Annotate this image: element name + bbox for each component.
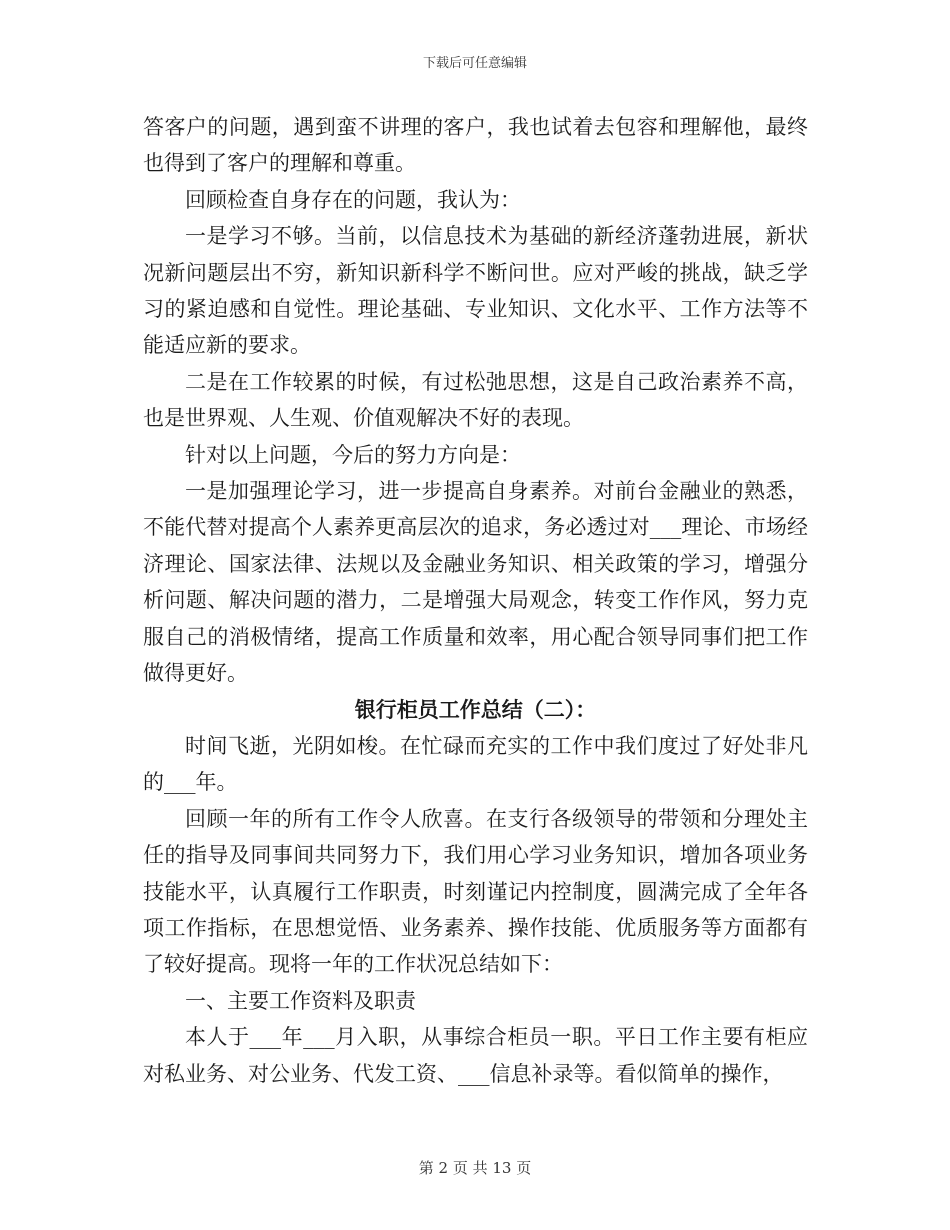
paragraph: 时间飞逝，光阴如梭。在忙碌而充实的工作中我们度过了好处非凡的___年。 [143, 733, 808, 795]
page-number: 第 2 页 共 13 页 [418, 1159, 532, 1177]
paragraph: 本人于___年___月入职，从事综合柜员一职。平日工作主要有柜应对私业务、对公业务、代发工资、___信息补录等。看似简单的操作， [143, 1025, 808, 1086]
paragraph: 回顾检查自身存在的问题，我认为： [185, 187, 521, 212]
paragraph: 针对以上问题，今后的努力方向是： [185, 442, 521, 467]
paragraph: 回顾一年的所有工作令人欣喜。在支行各级领导的带领和分理处主任的指导及同事间共同努力下，我们用心学习业务知识，增加各项业务技能水平，认真履行工作职责，时刻谨记内控制度，圆满完成了全年各项工作指标，在思想觉悟、业务素养、操作技能、优质服务等方面都有了较好提高。现将一年的工作状况总结如下： [143, 806, 808, 977]
paragraph: 一、主要工作资料及职责 [185, 988, 416, 1013]
page-header-note: 下载后可任意编辑 [422, 56, 527, 71]
document-body [143, 109, 808, 1092]
paragraph: 二是在工作较累的时候，有过松弛思想，这是自己政治素养不高，也是世界观、人生观、价值观解决不好的表现。 [143, 369, 808, 431]
paragraph: 一是学习不够。当前，以信息技术为基础的新经济蓬勃进展，新状况新问题层出不穷，新知识新科学不断问世。应对严峻的挑战，缺乏学习的紧迫感和自觉性。理论基础、专业知识、文化水平、工作方法等不能适应新的要求。 [143, 224, 808, 358]
section-title: 银行柜员工作总结（二）： [354, 696, 597, 722]
paragraph: 一是加强理论学习，进一步提高自身素养。对前台金融业的熟悉，不能代替对提高个人素养更高层次的追求，务必透过对___理论、市场经济理论、国家法律、法规以及金融业务知识、相关政策的学习，增强分析问题、解决问题的潜力，二是增强大局观念，转变工作作风，努力克服自己的消极情绪，提高工作质量和效率，用心配合领导同事们把工作做得更好。 [143, 479, 808, 686]
paragraph: 答客户的问题，遇到蛮不讲理的客户，我也试着去包容和理解他，最终也得到了客户的理解和尊重。 [143, 115, 808, 176]
